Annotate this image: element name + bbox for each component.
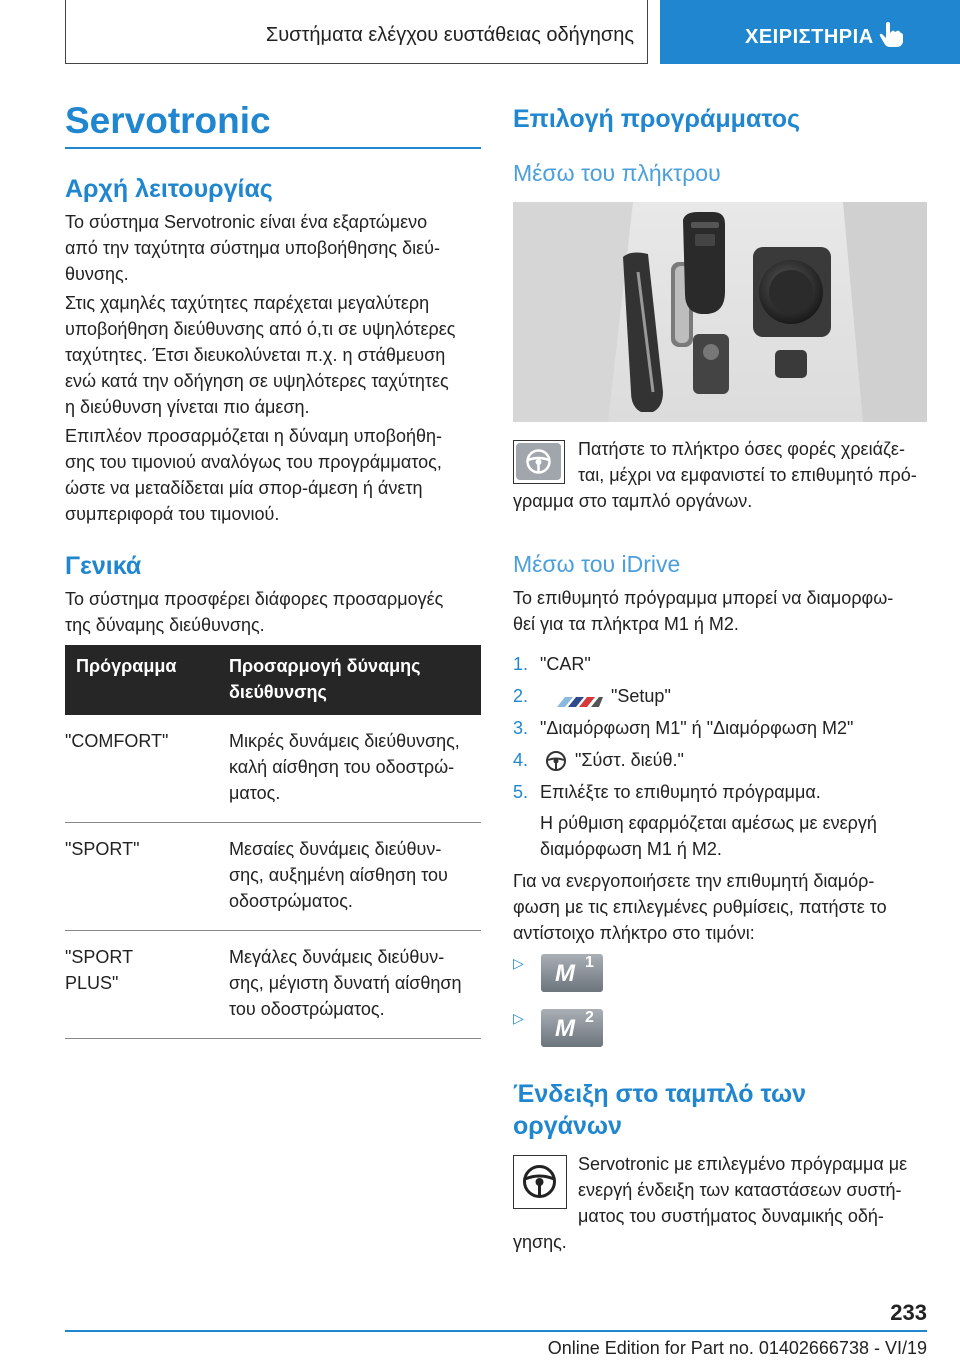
principle-heading: Αρχή λειτουργίας (65, 175, 273, 203)
m1-button[interactable]: M 1 (541, 954, 603, 992)
chapter-tab[interactable] (660, 0, 960, 64)
table-cell-adjustment: Μεγάλες δυνάμεις διεύθυν- σης, μέγιστη δυνατή αίσθηση του οδοστρώματος. (229, 931, 481, 1039)
table-cell-program: "SPORT" (65, 823, 229, 931)
idrive-intro: Το επιθυμητό πρόγραμμα μπορεί να διαμορφω- θεί για τα πλήκτρα M1 ή M2. (513, 588, 894, 634)
bullet-marker: ▷ (513, 955, 524, 971)
edition-footer: Online Edition for Part no. 01402666738 - VI/19 (547, 1338, 927, 1358)
list-item: 5. Επιλέξτε το επιθυμητό πρόγραμμα. (513, 782, 821, 802)
steering-wheel-icon (545, 750, 567, 772)
button-instruction-text-a: Πατήστε το πλήκτρο όσες φορές χρειάζε- ται, μέχρι να εμφανιστεί το επιθυμητό πρό- (578, 439, 917, 485)
steering-assist-button-icon (513, 440, 565, 484)
table-row (65, 715, 481, 823)
program-select-heading: Επιλογή προγράμματος (513, 105, 801, 133)
display-text-a: Servotronic με επιλεγμένο πρόγραμμα με ενεργή ένδειξη των καταστάσεων συστή- ματος του συστήματος δυναμικής οδή- (578, 1154, 908, 1226)
page-number: 233 (890, 1300, 927, 1325)
button-instruction-text-b: γραμμα στο ταμπλό οργάνων. (513, 491, 753, 511)
table-cell-adjustment: Μικρές δυνάμεις διεύθυνσης, καλή αίσθηση του οδοστρώ- ματος. (229, 715, 481, 823)
steering-indicator-icon (513, 1155, 567, 1209)
table-row (65, 931, 481, 1039)
table-cell-program: "SPORT PLUS" (65, 931, 229, 1039)
list-item: 3. "Διαμόρφωση M1" ή "Διαμόρφωση M2" (513, 718, 854, 738)
program-table (65, 645, 481, 1039)
chapter-tab-label: ΧΕΙΡΙΣΤΗΡΙΑ (745, 26, 874, 48)
table-cell-program: "COMFORT" (65, 715, 229, 823)
table-header-row (65, 645, 481, 715)
hand-pointer-icon (877, 20, 905, 48)
via-button-heading: Μέσω του πλήκτρου (513, 160, 721, 186)
list-item: 4. "Σύστ. διεύθ." (513, 747, 684, 773)
m2-button[interactable]: M 2 (541, 1009, 603, 1047)
list-item: 1. "CAR" (513, 654, 591, 674)
list-item: 2. "Setup" (513, 686, 671, 706)
table-header-program: Πρόγραμμα (65, 645, 229, 715)
page-title: Servotronic (65, 100, 271, 141)
principle-paragraph-1: Το σύστημα Servotronic είναι ένα εξαρτώμενο από την ταχύτητα σύστημα υποβοήθησης διεύ- θυνσης. (65, 212, 440, 284)
section-title: Συστήματα ελέγχου ευστάθειας οδήγησης (265, 24, 634, 46)
m-stripes-icon (553, 690, 603, 704)
title-rule (65, 147, 481, 149)
activate-text: Για να ενεργοποιήσετε την επιθυμητή διαμόρ- φωση με τις επιλεγμένες ρυθμίσεις, πατήστε το αντίστοιχο πλήκτρο στο τιμόνι: (513, 871, 887, 943)
display-heading: Ένδειξη στο ταμπλό των οργάνων (513, 1080, 806, 1140)
display-text-b: γησης. (513, 1232, 567, 1252)
via-idrive-heading: Μέσω του iDrive (513, 551, 681, 577)
table-row (65, 823, 481, 931)
bullet-marker: ▷ (513, 1010, 524, 1026)
table-cell-adjustment: Μεσαίες δυνάμεις διεύθυν- σης, αυξημένη αίσθηση του οδοστρώματος. (229, 823, 481, 931)
footer-rule (65, 1330, 927, 1332)
principle-paragraph-3: Επιπλέον προσαρμόζεται η δύναμη υποβοήθη- σης του τιμονιού αναλόγως του προγράμματος, ώστε να μεταδίδεται μία σπορ-άμεση ή άνετη συμπεριφορά του τιμονιού. (65, 426, 442, 524)
step5-note: Η ρύθμιση εφαρμόζεται αμέσως με ενεργή διαμόρφωση M1 ή M2. (540, 813, 877, 859)
general-heading: Γενικά (65, 552, 142, 580)
principle-paragraph-2: Στις χαμηλές ταχύτητες παρέχεται μεγαλύτερη υποβοήθηση διεύθυνσης από ό,τι σε υψηλότερες ταχύτητες. Έτσι διευκολύνεται π.χ. η στάθμευση ενώ κατά την οδήγηση σε υψηλότερες ταχύτητες η διεύθυνση γίνεται πιο άμεση. (65, 293, 456, 417)
table-header-adjustment: Προσαρμογή δύναμης διεύθυνσης (229, 645, 481, 715)
center-console-photo (513, 202, 927, 422)
general-paragraph: Το σύστημα προσφέρει διάφορες προσαρμογές της δύναμης διεύθυνσης. (65, 589, 444, 635)
